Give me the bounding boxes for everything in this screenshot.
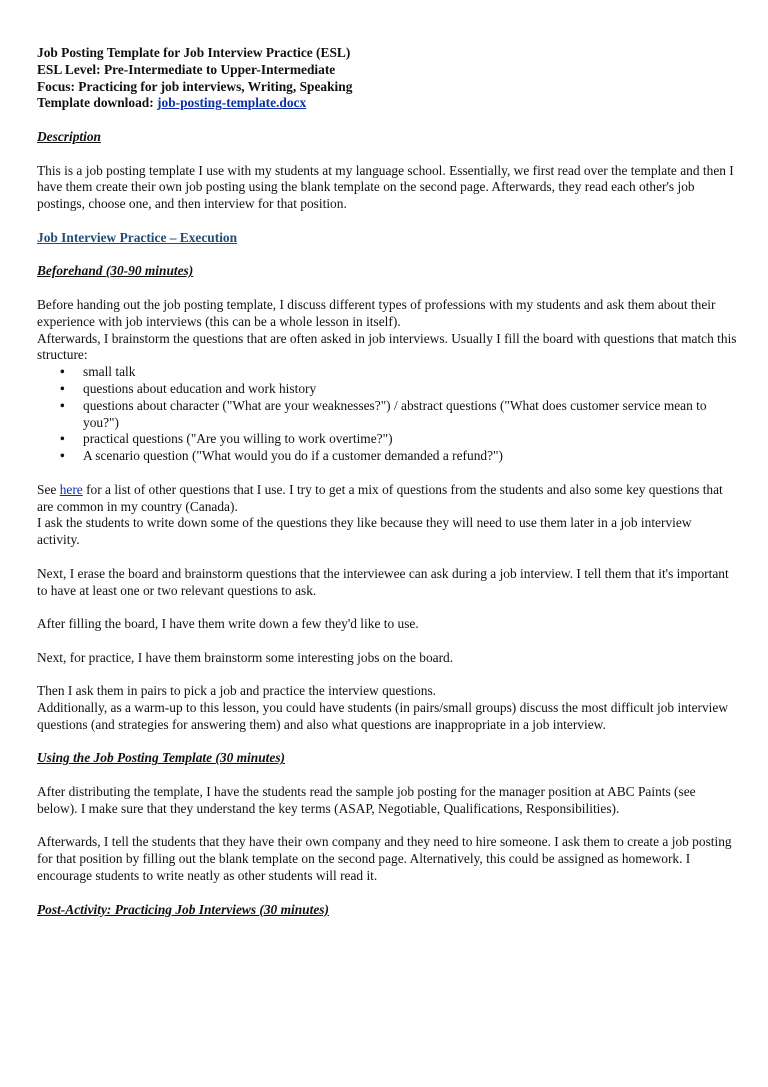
beforehand-heading: Beforehand (30-90 minutes) (37, 263, 194, 279)
using-template-paragraph-2: Afterwards, I tell the students that they have their own company and they need to hire someone. I ask them to create a job posting for that position by filling out the blank template on the second page. Alternatively, this could be assigned as homework. I encourage students to write neatly as other students will read it. (37, 834, 732, 884)
description-paragraph: This is a job posting template I use with my students at my language school. Essentially, we first read over the template and then I have them create their own job posting using the blank template on the second page. Afterwards, they read each other's job postings, choose one, and then interview for that position. (37, 162, 734, 212)
template-download-line (37, 95, 737, 112)
bullet-icon: • (60, 397, 65, 413)
list-item: • A scenario question ("What would you do if a customer demanded a refund?") (60, 448, 503, 464)
list-item: • questions about character ("What are your weaknesses?") / abstract questions ("What does customer service mean to you?") (60, 397, 707, 430)
see-here-paragraph: See here for a list of other questions that I use. I try to get a mix of questions from the students and also some key questions that are common in my country (Canada). (37, 481, 723, 514)
bullet-icon: • (60, 380, 65, 396)
beforehand-paragraph-1: Before handing out the job posting template, I discuss different types of professions with my students and ask them about their experience with job interviews (this can be a whole lesson in itself). (37, 296, 716, 329)
beforehand-paragraph-8: Additionally, as a warm-up to this lesson, you could have students (in pairs/small groups) discuss the most difficult job interview questions (and strategies for answering them) and also what questions are inappropriate in a job interview. (37, 700, 729, 732)
list-item: • small talk (60, 364, 136, 380)
beforehand-paragraph-4: Next, I erase the board and brainstorm questions that the interviewee can ask during a job interview. I tell them that it's important to have at least one or two relevant questions to ask. (37, 565, 729, 598)
beforehand-paragraph-7: Then I ask them in pairs to pick a job and practice the interview questions. (37, 683, 436, 699)
template-download-label: Template download: (37, 95, 158, 111)
bullet-icon: • (60, 448, 65, 464)
list-item: • practical questions ("Are you willing to work overtime?") (60, 431, 393, 447)
here-link[interactable]: here (59, 481, 83, 497)
bullet-icon: • (60, 364, 65, 380)
description-heading: Description (37, 128, 101, 144)
document-page (37, 45, 737, 918)
using-template-heading: Using the Job Posting Template (30 minutes) (37, 750, 285, 766)
post-activity-heading: Post-Activity: Practicing Job Interviews (30 minutes) (37, 901, 329, 917)
beforehand-paragraph-6: Next, for practice, I have them brainstorm some interesting jobs on the board. (37, 649, 454, 665)
bullet-icon: • (60, 431, 65, 447)
beforehand-paragraph-3: I ask the students to write down some of the questions they like because they will need to use them later in a job interview activity. (37, 515, 692, 548)
esl-level-line: ESL Level: Pre-Intermediate to Upper-Intermediate (37, 61, 336, 77)
using-template-paragraph-1: After distributing the template, I have the students read the sample job posting for the manager position at ABC Paints (see below). I make sure that they understand the key terms (ASAP, Negotiable, Qualifications, Responsibilities). (37, 784, 696, 816)
title-line: Job Posting Template for Job Interview Practice (ESL) (37, 45, 351, 60)
list-item: • questions about education and work history (60, 380, 317, 396)
execution-heading[interactable]: Job Interview Practice – Execution (37, 229, 238, 245)
question-structure-list (37, 364, 737, 465)
document-header (37, 45, 737, 112)
beforehand-paragraph-5: After filling the board, I have them write down a few they'd like to use. (37, 616, 419, 632)
template-download-link[interactable]: job-posting-template.docx (157, 95, 307, 111)
focus-line: Focus: Practicing for job interviews, Writing, Speaking (37, 78, 353, 94)
beforehand-paragraph-2: Afterwards, I brainstorm the questions that are often asked in job interviews. Usually I fill the board with questions that match this structure: (37, 330, 737, 363)
